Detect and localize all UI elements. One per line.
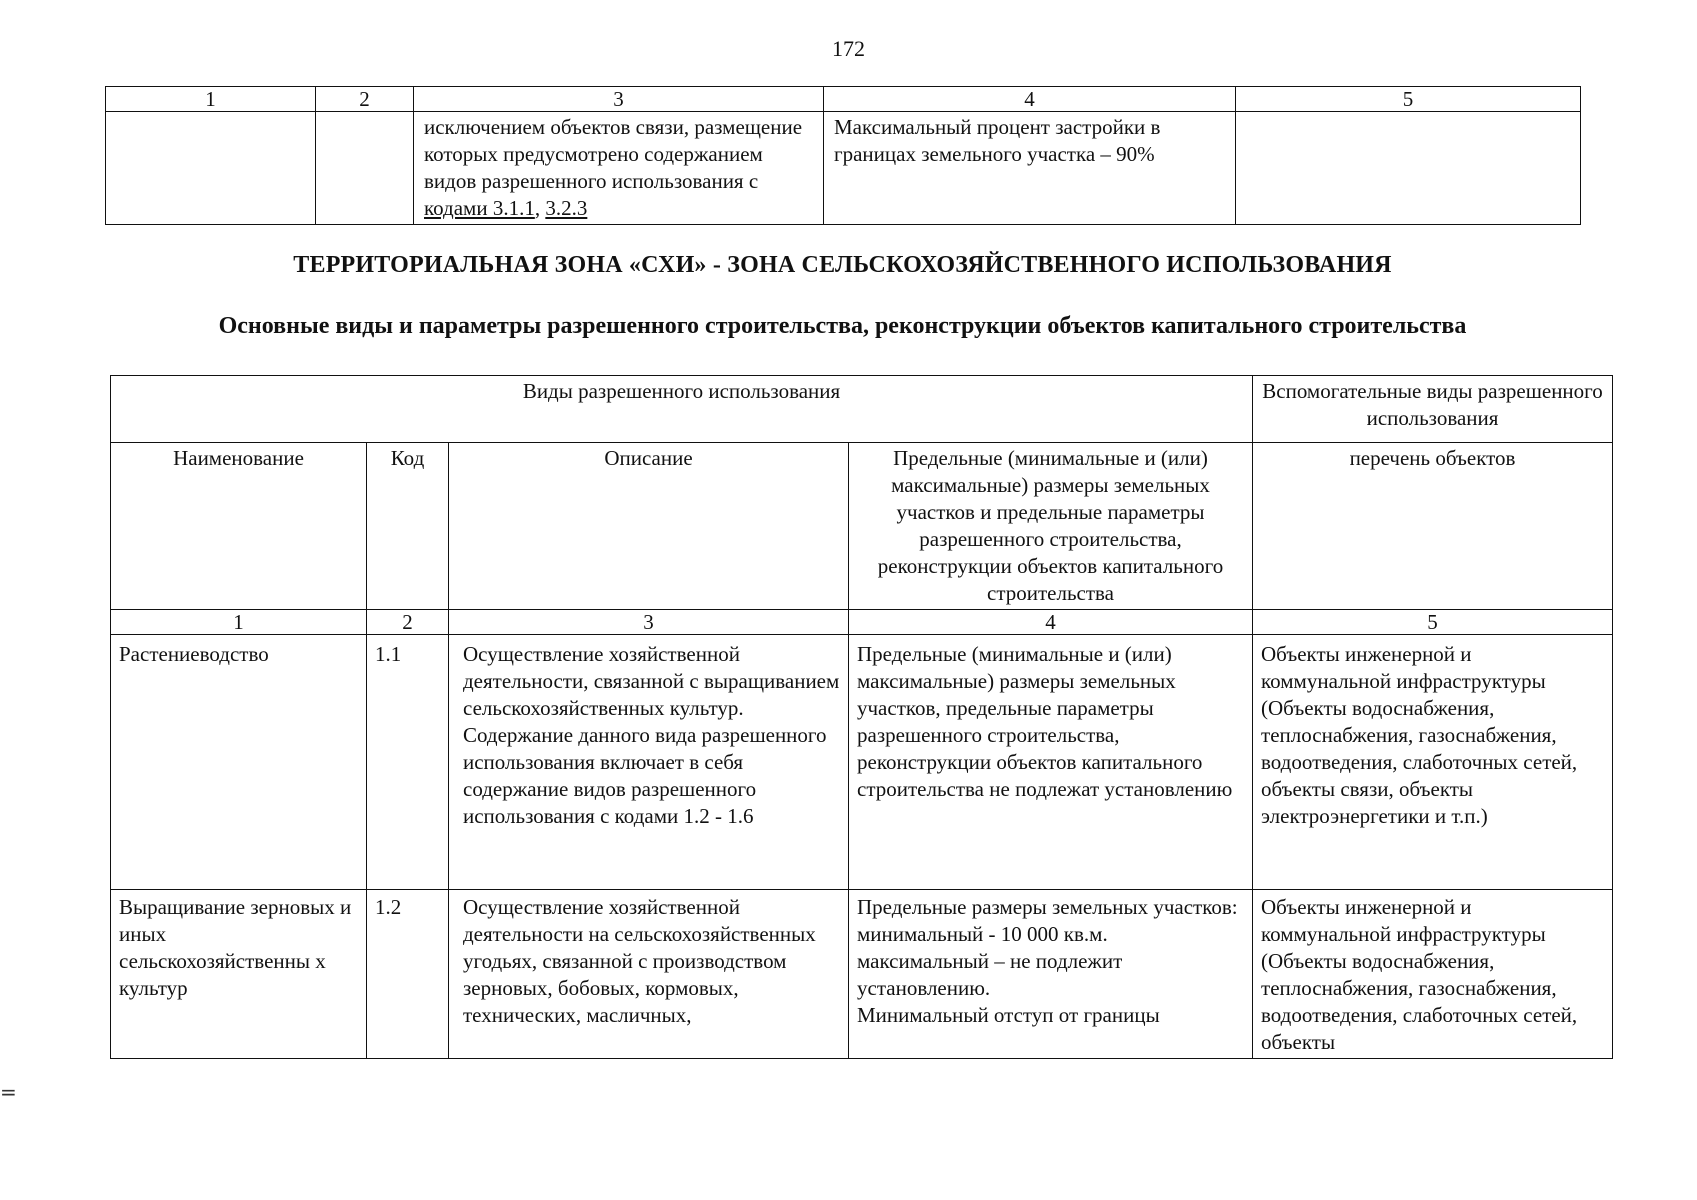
cell-code xyxy=(316,112,414,225)
column-number: 5 xyxy=(1236,87,1581,112)
header-row xyxy=(111,443,1613,610)
cell-name: Растениеводство xyxy=(111,635,367,890)
cell-name: Выращивание зерновых и иных сельскохозяйственны х культур xyxy=(111,890,367,1059)
column-number: 5 xyxy=(1253,610,1613,635)
margin-mark: = xyxy=(0,1080,17,1104)
section-title: Основные виды и параметры разрешенного строительства, реконструкции объектов капитального строительства xyxy=(218,313,1467,339)
limits-line: минимальный - 10 000 кв.м. xyxy=(857,922,1108,946)
code-link[interactable]: 3.2.3 xyxy=(545,196,588,220)
continuation-table xyxy=(105,86,1581,225)
table-row xyxy=(111,890,1613,1059)
cell-description: Осуществление хозяйственной деятельности, связанной с выращиванием сельскохозяйственных культур. Содержание данного вида разрешенного использования включает в себя содержание видов разрешенного использования с кодами 1.2 - 1.6 xyxy=(449,635,849,890)
code-link[interactable]: кодами 3.1.1 xyxy=(424,196,535,220)
column-number: 4 xyxy=(849,610,1253,635)
cell-aux: Объекты инженерной и коммунальной инфраструктуры (Объекты водоснабжения, теплоснабжения, газоснабжения, водоотведения, слаботочных сетей, объекты связи, объекты электроэнергетики и т.п.) xyxy=(1253,635,1613,890)
column-number: 2 xyxy=(316,87,414,112)
cell-description: Осуществление хозяйственной деятельности на сельскохозяйственных угодьях, связанной с производством зерновых, бобовых, кормовых, технических, масличных, xyxy=(449,890,849,1059)
separator-text: , xyxy=(534,196,546,220)
permitted-use-table xyxy=(110,375,1613,1059)
limits-line: максимальный – не подлежит установлению. xyxy=(857,949,1123,1000)
column-number: 1 xyxy=(106,87,316,112)
cell-code: 1.2 xyxy=(367,890,449,1059)
column-number: 4 xyxy=(824,87,1236,112)
header-name: Наименование xyxy=(111,443,367,610)
page-number: 172 xyxy=(832,36,865,61)
continuation-column-numbers xyxy=(106,87,1581,112)
column-number: 3 xyxy=(414,87,824,112)
cell-aux xyxy=(1236,112,1581,225)
column-number: 1 xyxy=(111,610,367,635)
table-row xyxy=(106,112,1581,225)
column-number: 3 xyxy=(449,610,849,635)
zone-title: ТЕРРИТОРИАЛЬНАЯ ЗОНА «СХИ» - ЗОНА СЕЛЬСКОХОЗЯЙСТВЕННОГО ИСПОЛЬЗОВАНИЯ xyxy=(293,252,1392,278)
cell-aux: Объекты инженерной и коммунальной инфраструктуры (Объекты водоснабжения, теплоснабжения, газоснабжения, водоотведения, слаботочных сетей, объекты xyxy=(1253,890,1613,1059)
cell-limits: Предельные (минимальные и (или) максимальные) размеры земельных участков, предельные параметры разрешенного строительства, реконструкции объектов капитального строительства не подлежат установлению xyxy=(849,635,1253,890)
header-description: Описание xyxy=(449,443,849,610)
cell-description xyxy=(414,112,824,225)
column-numbers-row xyxy=(111,610,1613,635)
header-code: Код xyxy=(367,443,449,610)
header-aux: перечень объектов xyxy=(1253,443,1613,610)
description-text: исключением объектов связи, размещение которых предусмотрено содержанием видов разрешенного использования с xyxy=(424,115,803,193)
limits-line: Минимальный отступ от границы xyxy=(857,1003,1160,1027)
table-row xyxy=(111,635,1613,890)
group-header-row xyxy=(111,376,1613,443)
group-header: Виды разрешенного использования xyxy=(111,376,1253,443)
cell-limits xyxy=(849,890,1253,1059)
limits-line: Предельные размеры земельных участков: xyxy=(857,895,1238,919)
cell-code: 1.1 xyxy=(367,635,449,890)
cell-limits: Максимальный процент застройки в границах земельного участка – 90% xyxy=(824,112,1236,225)
cell-name xyxy=(106,112,316,225)
aux-group-header: Вспомогательные виды разрешенного использования xyxy=(1253,376,1613,443)
header-limits: Предельные (минимальные и (или) максимальные) размеры земельных участков и предельные параметры разрешенного строительства, реконструкции объектов капитального строительства xyxy=(849,443,1253,610)
column-number: 2 xyxy=(367,610,449,635)
